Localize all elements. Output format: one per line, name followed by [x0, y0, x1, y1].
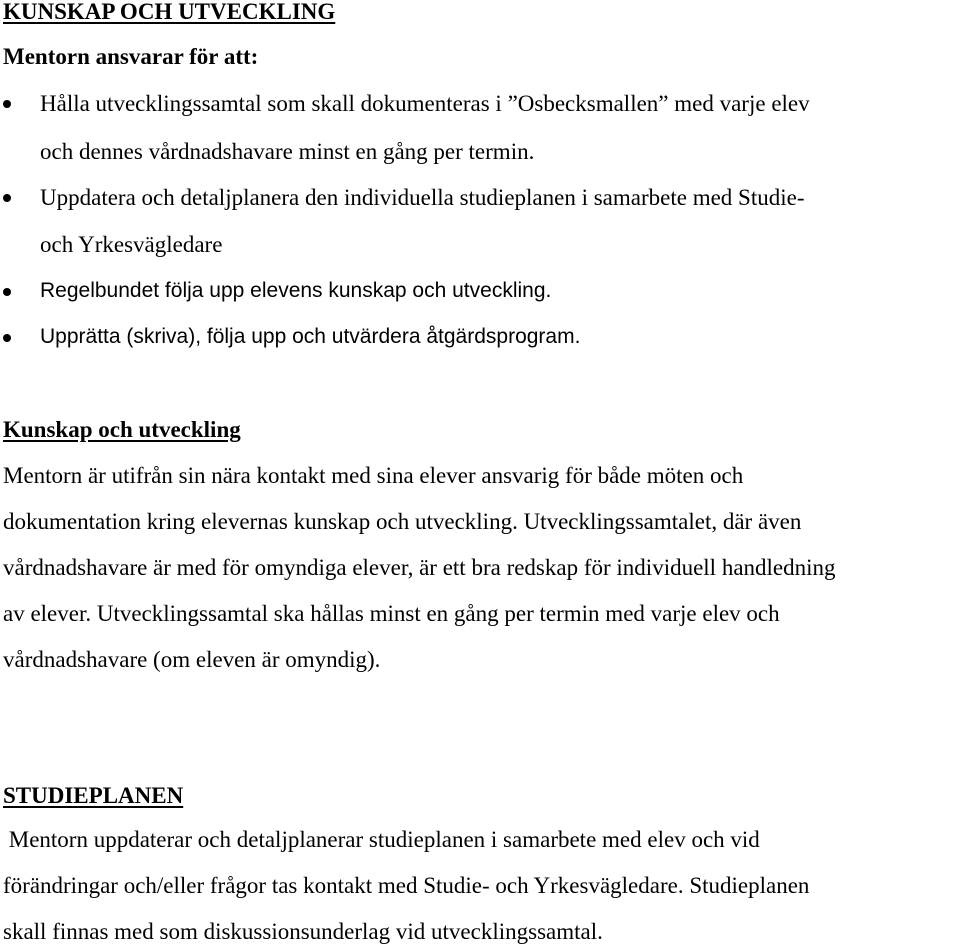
paragraph-line: skall finnas med som diskussionsunderlag vid utvecklingssamtal.: [3, 919, 603, 944]
bullet-icon: [3, 100, 11, 108]
paragraph-line: förändringar och/eller frågor tas kontakt med Studie- och Yrkesvägledare. Studieplanen: [3, 873, 810, 898]
paragraph-line: Mentorn är utifrån sin nära kontakt med sina elever ansvarig för både möten och: [3, 463, 744, 488]
bullet-2-line-2: och Yrkesvägledare: [40, 232, 223, 257]
section-title-studieplanen: STUDIEPLANEN: [3, 783, 184, 808]
paragraph-line: vårdnadshavare (om eleven är omyndig).: [3, 647, 381, 672]
bullet-1-line-2: och dennes vårdnadshavare minst en gång per termin.: [40, 139, 535, 164]
bullet-1-line-1: Hålla utvecklingssamtal som skall dokumenteras i ”Osbecksmallen” med varje elev: [40, 91, 810, 116]
bullet-icon: [3, 288, 11, 296]
bullet-3-line-1: Regelbundet följa upp elevens kunskap och utveckling.: [40, 279, 552, 302]
paragraph-line: dokumentation kring elevernas kunskap och utveckling. Utvecklingssamtalet, där även: [3, 509, 802, 534]
section-title-kunskap-och-utveckling: KUNSKAP OCH UTVECKLING: [3, 0, 336, 24]
bullet-2-line-1: Uppdatera och detaljplanera den individuella studieplanen i samarbete med Studie-: [40, 185, 805, 210]
section-subtitle-mentorn-ansvarar: Mentorn ansvarar för att:: [3, 44, 259, 69]
bullet-icon: [3, 194, 11, 202]
paragraph-line: vårdnadshavare är med för omyndiga elever, är ett bra redskap för individuell handledning: [3, 555, 836, 580]
section-title-kunskap-och-utveckling-sub: Kunskap och utveckling: [3, 417, 241, 442]
bullet-icon: [3, 334, 11, 342]
paragraph-line: Mentorn uppdaterar och detaljplanerar studieplanen i samarbete med elev och vid: [3, 827, 760, 852]
bullet-4-line-1: Upprätta (skriva), följa upp och utvärdera åtgärdsprogram.: [40, 325, 581, 348]
paragraph-line: av elever. Utvecklingssamtal ska hållas minst en gång per termin med varje elev och: [3, 601, 780, 626]
